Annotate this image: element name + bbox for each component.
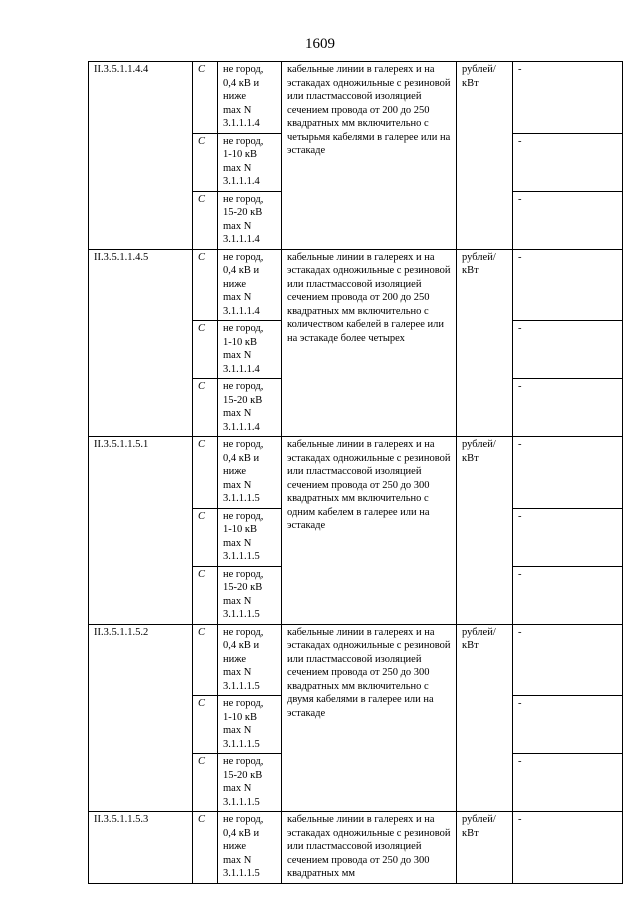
category-cell: С xyxy=(193,191,218,249)
value-cell: - xyxy=(513,321,623,379)
category-cell: С xyxy=(193,133,218,191)
voltage-level-cell: не город, 0,4 кВ и ниже max N 3.1.1.1.5 xyxy=(218,624,282,696)
tariff-table xyxy=(88,61,623,884)
value-cell: - xyxy=(513,696,623,754)
value-cell: - xyxy=(513,754,623,812)
table-row xyxy=(89,624,623,696)
voltage-level-cell: не город, 0,4 кВ и ниже max N 3.1.1.1.4 xyxy=(218,62,282,134)
item-code: II.3.5.1.1.4.5 xyxy=(89,249,193,437)
unit-cell: рублей/ кВт xyxy=(457,437,513,625)
unit-cell: рублей/ кВт xyxy=(457,624,513,812)
voltage-level-cell: не город, 15-20 кВ max N 3.1.1.1.4 xyxy=(218,379,282,437)
unit-cell: рублей/ кВт xyxy=(457,62,513,250)
voltage-level-cell: не город, 1-10 кВ max N 3.1.1.1.4 xyxy=(218,133,282,191)
value-cell: - xyxy=(513,62,623,134)
category-cell: С xyxy=(193,508,218,566)
voltage-level-cell: не город, 0,4 кВ и ниже max N 3.1.1.1.5 xyxy=(218,812,282,884)
unit-cell: рублей/ кВт xyxy=(457,812,513,884)
table-row xyxy=(89,812,623,884)
category-cell: С xyxy=(193,379,218,437)
category-cell: С xyxy=(193,249,218,321)
description-cell: кабельные линии в галереях и на эстакадах одножильные с резиновой или пластмассовой изоляцией сечением провода от 250 до 300 квадратных мм включительно с двумя кабелями в галерее или на эстакаде xyxy=(282,624,457,812)
value-cell: - xyxy=(513,624,623,696)
voltage-level-cell: не город, 1-10 кВ max N 3.1.1.1.4 xyxy=(218,321,282,379)
value-cell: - xyxy=(513,133,623,191)
category-cell: С xyxy=(193,624,218,696)
category-cell: С xyxy=(193,321,218,379)
value-cell: - xyxy=(513,508,623,566)
description-cell: кабельные линии в галереях и на эстакадах одножильные с резиновой или пластмассовой изоляцией сечением провода от 250 до 300 квадратных мм включительно с одним кабелем в галерее или на эстакаде xyxy=(282,437,457,625)
item-code: II.3.5.1.1.5.1 xyxy=(89,437,193,625)
description-cell: кабельные линии в галереях и на эстакадах одножильные с резиновой или пластмассовой изоляцией сечением провода от 200 до 250 квадратных мм включительно с четырьмя кабелями в галерее или на эстакаде xyxy=(282,62,457,250)
voltage-level-cell: не город, 1-10 кВ max N 3.1.1.1.5 xyxy=(218,508,282,566)
voltage-level-cell: не город, 0,4 кВ и ниже max N 3.1.1.1.4 xyxy=(218,249,282,321)
category-cell: С xyxy=(193,437,218,509)
value-cell: - xyxy=(513,566,623,624)
description-cell: кабельные линии в галереях и на эстакадах одножильные с резиновой или пластмассовой изоляцией сечением провода от 200 до 250 квадратных мм включительно с количеством кабелей в галерее или на эстакаде более четырех xyxy=(282,249,457,437)
page-number: 1609 xyxy=(305,36,335,52)
value-cell: - xyxy=(513,812,623,884)
category-cell: С xyxy=(193,812,218,884)
description-cell: кабельные линии в галереях и на эстакадах одножильные с резиновой или пластмассовой изоляцией сечением провода от 250 до 300 квадратных мм xyxy=(282,812,457,884)
category-cell: С xyxy=(193,62,218,134)
item-code: II.3.5.1.1.5.2 xyxy=(89,624,193,812)
tariff-table-body xyxy=(89,62,623,884)
value-cell: - xyxy=(513,437,623,509)
voltage-level-cell: не город, 15-20 кВ max N 3.1.1.1.4 xyxy=(218,191,282,249)
unit-cell: рублей/ кВт xyxy=(457,249,513,437)
voltage-level-cell: не город, 15-20 кВ max N 3.1.1.1.5 xyxy=(218,566,282,624)
item-code: II.3.5.1.1.4.4 xyxy=(89,62,193,250)
category-cell: С xyxy=(193,696,218,754)
voltage-level-cell: не город, 0,4 кВ и ниже max N 3.1.1.1.5 xyxy=(218,437,282,509)
table-row xyxy=(89,437,623,509)
category-cell: С xyxy=(193,754,218,812)
value-cell: - xyxy=(513,249,623,321)
voltage-level-cell: не город, 1-10 кВ max N 3.1.1.1.5 xyxy=(218,696,282,754)
value-cell: - xyxy=(513,191,623,249)
voltage-level-cell: не город, 15-20 кВ max N 3.1.1.1.5 xyxy=(218,754,282,812)
table-row xyxy=(89,249,623,321)
value-cell: - xyxy=(513,379,623,437)
category-cell: С xyxy=(193,566,218,624)
item-code: II.3.5.1.1.5.3 xyxy=(89,812,193,884)
table-row xyxy=(89,62,623,134)
